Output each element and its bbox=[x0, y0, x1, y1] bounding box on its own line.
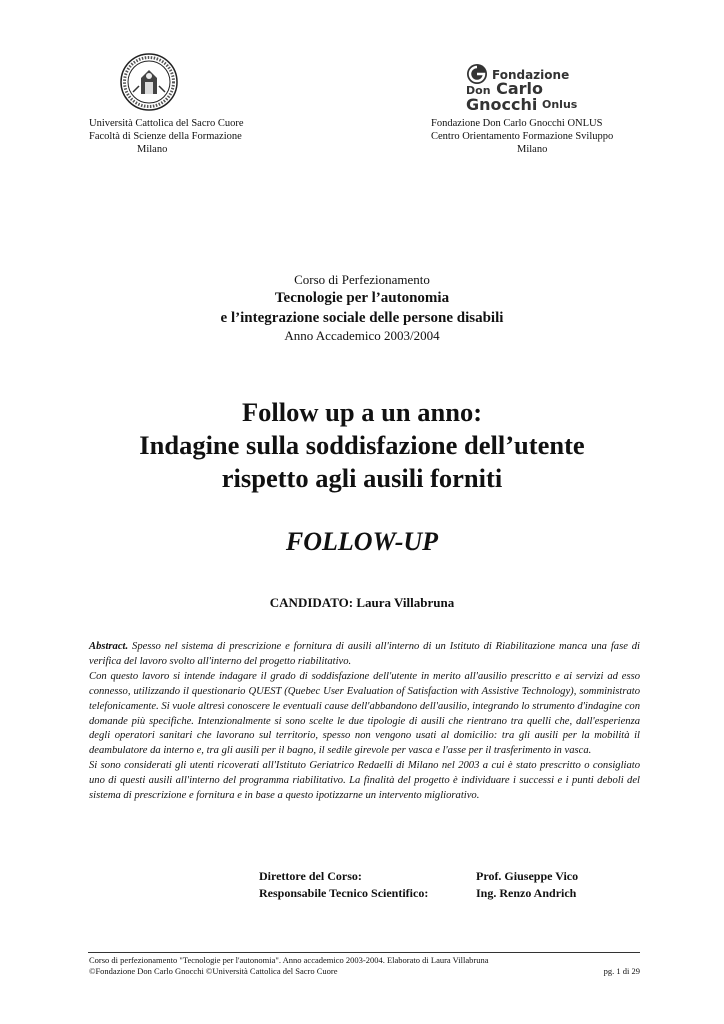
footer-copyright bbox=[89, 966, 640, 977]
fondazione-gnocchi-logo bbox=[466, 61, 596, 113]
title-line1: Follow up a un anno: bbox=[241, 397, 483, 427]
tech-name: Ing. Renzo Andrich bbox=[476, 886, 577, 900]
right-institution-city: Milano bbox=[517, 144, 548, 155]
logo-onlus-text: Onlus bbox=[542, 98, 578, 111]
candidate-name: CANDIDATO: Laura Villabruna bbox=[269, 595, 455, 610]
title-line2: Indagine sulla soddisfazione dell’utente bbox=[139, 430, 585, 460]
course-type: Corso di Perfezionamento bbox=[294, 272, 430, 287]
left-institution-city: Milano bbox=[137, 144, 168, 155]
title-line3: rispetto agli ausili forniti bbox=[221, 463, 503, 493]
right-institution-name: Fondazione Don Carlo Gnocchi ONLUS bbox=[431, 118, 603, 129]
left-institution-faculty: Facoltà di Scienze della Formazione bbox=[89, 131, 242, 142]
right-institution-block bbox=[431, 117, 661, 156]
course-title-line2: e l’integrazione sociale delle persone disabili bbox=[220, 310, 504, 326]
abstract-label: Abstract. bbox=[89, 641, 129, 652]
footer-copyright-text: ©Fondazione Don Carlo Gnocchi ©Università Cattolica del Sacro Cuore bbox=[89, 966, 338, 976]
logo-name-text: Don Carlo Gnocchi bbox=[466, 79, 544, 114]
director-label: Direttore del Corso: bbox=[259, 869, 362, 883]
page-number: pg. 1 di 29 bbox=[603, 966, 640, 976]
document-subtitle: FOLLOW-UP bbox=[285, 527, 439, 556]
course-title-line1: Tecnologie per l’autonomia bbox=[274, 290, 450, 306]
staff-names bbox=[476, 868, 578, 902]
footer-divider bbox=[88, 952, 640, 953]
academic-year: Anno Accademico 2003/2004 bbox=[284, 328, 440, 343]
director-name: Prof. Giuseppe Vico bbox=[476, 869, 579, 883]
abstract-paragraph-1: Abstract. Spesso nel sistema di prescrizione e fornitura di ausili all'interno di un Istituto di Riabilitazione manca una fase di verifica del lavoro svolto all'interno del progetto riabilitativo. bbox=[89, 641, 640, 667]
logo-fondazione-text: Fondazione bbox=[492, 68, 570, 82]
right-institution-center: Centro Orientamento Formazione Sviluppo bbox=[431, 131, 614, 142]
abstract-paragraph-2: Con questo lavoro si intende indagare il grado di soddisfazione dell'utente in merito all'ausilio prescritto e ai servizi ad esso connesso, utilizzando il questionario QUEST (Quebec User Evaluation of Satisfaction with Assistive Technology), somministrato telefonicamente. Si vuole altresì conoscere le eventuali cause dell'abbandono dell'ausilio, integrando lo strumento d'indagine con domande più specifiche. Intenzionalmente si sono scelte le due tipologie di ausili che rientrano tra quelli che, dall'esperienza degli operatori sanitari che lavorano sul territorio, spesso non vengono usati al domicilio: tra gli ausili per la mobilità il deambulatore da interno e, tra gli ausili per il bagno, il sedile girevole per vasca e l'asse per il trasferimento in vasca. bbox=[89, 670, 640, 757]
tech-label: Responsabile Tecnico Scientifico: bbox=[259, 886, 429, 900]
footer-course-info: Corso di perfezionamento "Tecnologie per l'autonomia". Anno accademico 2003-2004. Elaborato di Laura Villabruna bbox=[89, 955, 489, 965]
left-institution-name: Università Cattolica del Sacro Cuore bbox=[89, 118, 244, 129]
abstract-paragraph-3: Si sono considerati gli utenti ricoverati all'Istituto Geriatrico Redaelli di Milano nel 2003 a cui è stato prescritto o consigliato uno di questi ausili all'interno del programma riabilitativo. La finalità del progetto è individuare i successi e i punti deboli del sistema di prescrizione e fornitura e in base a questo ipotizzarne un intervento migliorativo. bbox=[89, 760, 640, 802]
staff-roles bbox=[259, 868, 428, 902]
document-title bbox=[0, 396, 724, 495]
left-institution-block bbox=[89, 117, 309, 156]
abstract-block bbox=[89, 640, 640, 804]
university-seal-logo bbox=[119, 52, 179, 112]
